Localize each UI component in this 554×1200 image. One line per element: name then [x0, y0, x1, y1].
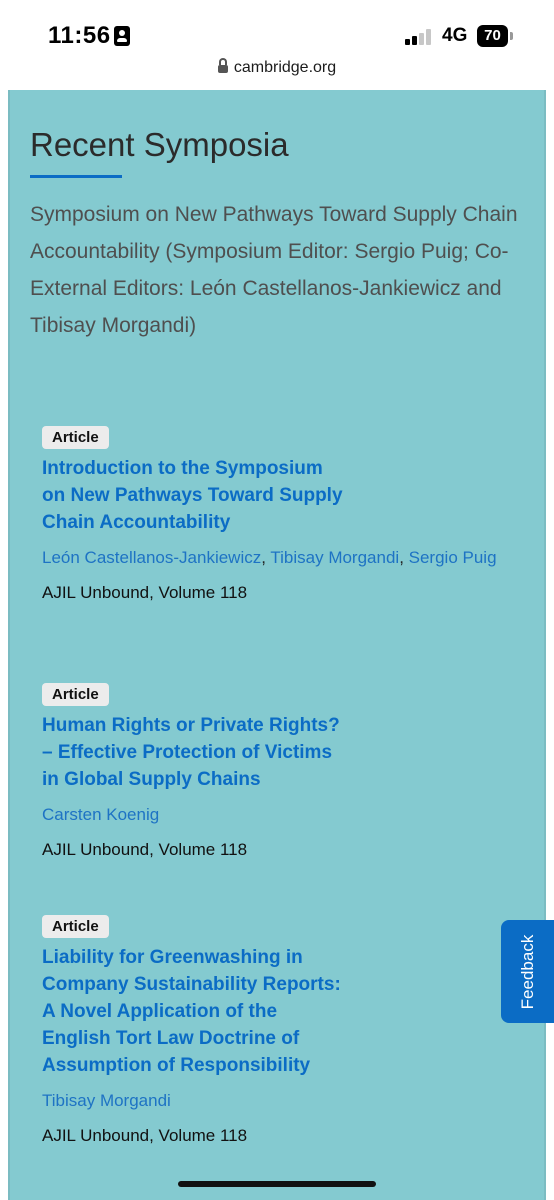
author-link[interactable]: Sergio Puig: [408, 548, 497, 567]
journal-info: AJIL Unbound, Volume 118: [42, 840, 248, 859]
battery-cap: [510, 32, 513, 40]
status-bar: [0, 0, 554, 56]
network-type: 4G: [442, 25, 468, 46]
article-badge: Article: [42, 426, 109, 449]
contact-card-icon: [114, 26, 130, 46]
article-card: [42, 915, 522, 1146]
author-link[interactable]: León Castellanos-Jankiewicz: [42, 548, 262, 567]
article-title-link[interactable]: Introduction to the Symposium on New Pathways Toward Supply Chain Accountability: [42, 458, 343, 533]
feedback-button[interactable]: [501, 920, 554, 1023]
article-authors: León Castellanos-Jankiewicz, Tibisay Morgandi, Sergio Puig: [42, 548, 497, 567]
article-authors: [42, 801, 522, 828]
journal-info: AJIL Unbound, Volume 118: [42, 1126, 248, 1145]
section-title: Recent Symposia: [30, 126, 289, 163]
author-link[interactable]: Tibisay Morgandi: [42, 1091, 171, 1110]
home-indicator[interactable]: [178, 1181, 376, 1187]
title-underline: [30, 175, 122, 178]
article-card: [42, 426, 522, 603]
article-badge: Article: [42, 683, 109, 706]
author-link[interactable]: Carsten Koenig: [42, 805, 160, 824]
symposium-description: Symposium on New Pathways Toward Supply Chain Accountability (Symposium Editor: Sergio Puig; Co-External Editors: León Castellanos-Jankiewicz and Tibisay Morgandi): [30, 203, 518, 337]
article-title-link[interactable]: Human Rights or Private Rights? – Effective Protection of Victims in Global Supply Chains: [42, 715, 340, 790]
address-bar[interactable]: [0, 56, 554, 90]
journal-info: AJIL Unbound, Volume 118: [42, 583, 248, 602]
article-authors: [42, 1087, 522, 1114]
recent-symposia-panel: [8, 90, 546, 1200]
cellular-signal-icon: [405, 29, 435, 45]
lock-icon: [218, 62, 228, 73]
feedback-label: Feedback: [517, 934, 537, 1009]
clock-time: 11:56: [48, 22, 111, 49]
author-link[interactable]: Tibisay Morgandi: [270, 548, 400, 567]
article-badge: Article: [42, 915, 109, 938]
article-title-link[interactable]: Liability for Greenwashing in Company Sustainability Reports: A Novel Application of the English Tort Law Doctrine of Assumption of Responsibility: [42, 947, 341, 1076]
url-text[interactable]: cambridge.org: [233, 59, 337, 76]
battery-icon: 70: [477, 25, 508, 47]
article-card: [42, 683, 522, 860]
